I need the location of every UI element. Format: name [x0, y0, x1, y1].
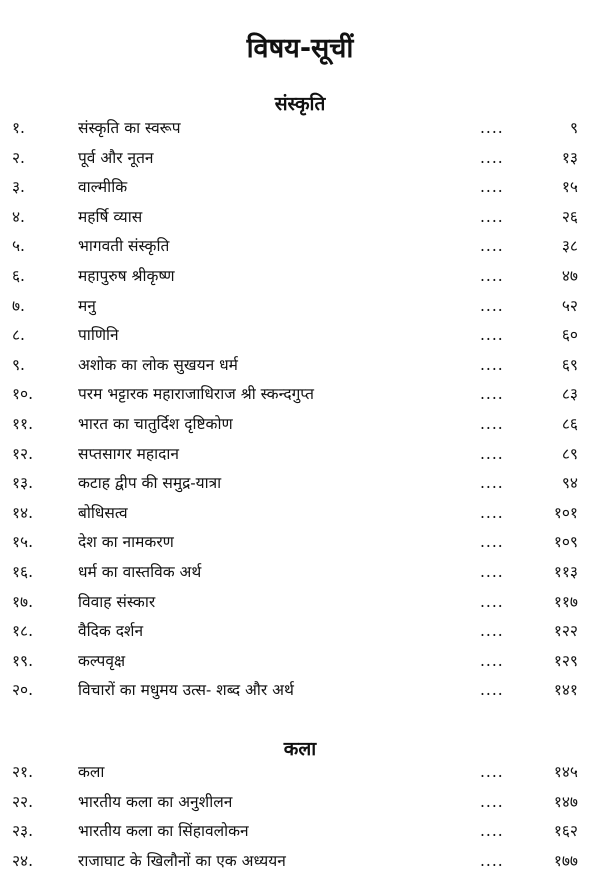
entry-title: महापुरुष श्रीकृष्ण	[78, 266, 175, 285]
toc-entry	[0, 676, 600, 706]
entry-leader: ....	[480, 207, 504, 226]
entry-number: १४.	[12, 503, 34, 522]
toc-entry	[0, 203, 600, 233]
entry-number: १७.	[12, 592, 34, 611]
entry-title: देश का नामकरण	[78, 533, 174, 552]
entry-title: संस्कृति का स्वरूप	[78, 119, 181, 137]
entry-page: १२२	[553, 622, 578, 641]
entry-title: भारतीय कला का अनुशीलन	[78, 792, 233, 811]
entry-leader: ....	[480, 851, 504, 870]
entry-title: परम भट्टारक महाराजाधिराज श्री स्कन्दगुप्त	[78, 385, 314, 404]
entry-page: १०१	[553, 503, 578, 522]
entry-title: भारतीय कला का सिंहावलोकन	[78, 822, 249, 841]
entry-number: ११.	[12, 414, 34, 433]
entry-page: १५	[561, 178, 578, 197]
entry-number: ९.	[12, 355, 25, 374]
entry-leader: ....	[480, 651, 504, 670]
toc-entry	[0, 788, 600, 818]
entry-leader: ....	[480, 178, 504, 197]
toc-entry	[0, 558, 600, 588]
entry-page: ११७	[553, 592, 578, 611]
entry-page: ११३	[553, 562, 578, 581]
entry-title: विवाह संस्कार	[78, 592, 156, 611]
entry-page: ६०	[561, 326, 578, 345]
entry-number: ५.	[12, 237, 25, 256]
entry-page: १४१	[553, 681, 578, 700]
toc-list-sanskriti	[0, 114, 600, 706]
toc-entry	[0, 144, 600, 174]
entry-title: राजाघाट के खिलौनों का एक अध्ययन	[78, 851, 286, 870]
entry-title: भागवती संस्कृति	[78, 237, 170, 256]
entry-page: १०९	[553, 533, 578, 552]
entry-number: २१.	[12, 763, 34, 781]
entry-page: ४७	[561, 266, 578, 285]
entry-title: अशोक का लोक सुखयन धर्म	[78, 355, 238, 374]
entry-number: १२.	[12, 444, 34, 463]
entry-leader: ....	[480, 592, 504, 611]
entry-number: ७.	[12, 296, 25, 315]
entry-leader: ....	[480, 533, 504, 552]
entry-leader: ....	[480, 474, 504, 493]
entry-page: १४५	[553, 763, 578, 781]
entry-number: ६.	[12, 266, 25, 285]
entry-page: ६९	[561, 355, 578, 374]
toc-entry	[0, 588, 600, 618]
entry-leader: ....	[480, 326, 504, 345]
entry-title: धर्म का वास्तविक अर्थ	[78, 562, 202, 581]
entry-page: ८९	[561, 444, 578, 463]
toc-entry	[0, 262, 600, 292]
entry-number: १३.	[12, 474, 34, 493]
toc-entry	[0, 114, 600, 144]
entry-number: १०.	[12, 385, 34, 404]
entry-title: महर्षि व्यास	[78, 207, 143, 226]
entry-page: १४७	[553, 792, 578, 811]
entry-page: ३८	[561, 237, 578, 256]
toc-entry	[0, 647, 600, 677]
entry-title: विचारों का मधुमय उत्स- शब्द और अर्थ	[78, 681, 294, 700]
entry-number: १६.	[12, 562, 34, 581]
entry-title: भारत का चातुर्दिश दृष्टिकोण	[78, 414, 233, 433]
entry-leader: ....	[480, 822, 504, 841]
toc-entry	[0, 817, 600, 847]
entry-page: १६२	[553, 822, 578, 841]
entry-number: १८.	[12, 622, 34, 641]
entry-leader: ....	[480, 681, 504, 700]
entry-leader: ....	[480, 119, 504, 137]
toc-entry	[0, 380, 600, 410]
toc-entry	[0, 617, 600, 647]
toc-list-kala	[0, 758, 600, 876]
entry-page: २६	[561, 207, 578, 226]
toc-entry	[0, 351, 600, 381]
entry-page: १३	[561, 148, 578, 167]
toc-entry	[0, 232, 600, 262]
entry-page: ८६	[561, 414, 578, 433]
entry-number: २.	[12, 148, 25, 167]
entry-leader: ....	[480, 622, 504, 641]
entry-leader: ....	[480, 148, 504, 167]
toc-entry	[0, 528, 600, 558]
entry-number: ८.	[12, 326, 25, 345]
entry-leader: ....	[480, 444, 504, 463]
toc-entry	[0, 440, 600, 470]
entry-page: १७७	[553, 851, 578, 870]
entry-title: पाणिनि	[78, 326, 119, 345]
entry-title: वाल्मीकि	[78, 178, 128, 197]
entry-leader: ....	[480, 355, 504, 374]
entry-leader: ....	[480, 763, 504, 781]
entry-title: वैदिक दर्शन	[78, 622, 144, 641]
entry-number: २०.	[12, 681, 34, 700]
entry-title: कटाह द्वीप की समुद्र-यात्रा	[78, 474, 222, 493]
entry-title: सप्तसागर महादान	[78, 444, 179, 463]
toc-entry	[0, 469, 600, 499]
section-heading-sanskriti: संस्कृति	[274, 93, 326, 115]
entry-number: १५.	[12, 533, 34, 552]
toc-entry	[0, 292, 600, 322]
toc-entry	[0, 758, 600, 788]
entry-number: ४.	[12, 207, 25, 226]
entry-page: ९४	[561, 474, 578, 493]
entry-title: बोधिसत्व	[78, 503, 128, 522]
entry-number: १९.	[12, 651, 34, 670]
entry-title: कला	[78, 763, 105, 781]
entry-page: ५२	[561, 296, 578, 315]
entry-leader: ....	[480, 266, 504, 285]
entry-number: २४.	[12, 851, 34, 870]
section-heading-kala: कला	[283, 738, 317, 760]
entry-leader: ....	[480, 237, 504, 256]
entry-leader: ....	[480, 414, 504, 433]
entry-page: १२९	[553, 651, 578, 670]
entry-title: मनु	[78, 296, 96, 315]
entry-title: कल्पवृक्ष	[78, 651, 126, 670]
toc-entry	[0, 499, 600, 529]
entry-number: २२.	[12, 792, 34, 811]
toc-entry	[0, 410, 600, 440]
entry-leader: ....	[480, 385, 504, 404]
entry-leader: ....	[480, 296, 504, 315]
entry-page: ९	[569, 119, 578, 137]
entry-number: १.	[12, 119, 25, 137]
entry-leader: ....	[480, 562, 504, 581]
toc-entry	[0, 321, 600, 351]
entry-page: ८३	[561, 385, 578, 404]
entry-leader: ....	[480, 503, 504, 522]
toc-entry	[0, 173, 600, 203]
toc-entry	[0, 847, 600, 877]
entry-leader: ....	[480, 792, 504, 811]
entry-number: २३.	[12, 822, 34, 841]
page-title: विषय-सूचीं	[246, 33, 354, 64]
entry-number: ३.	[12, 178, 25, 197]
entry-title: पूर्व और नूतन	[78, 148, 154, 167]
